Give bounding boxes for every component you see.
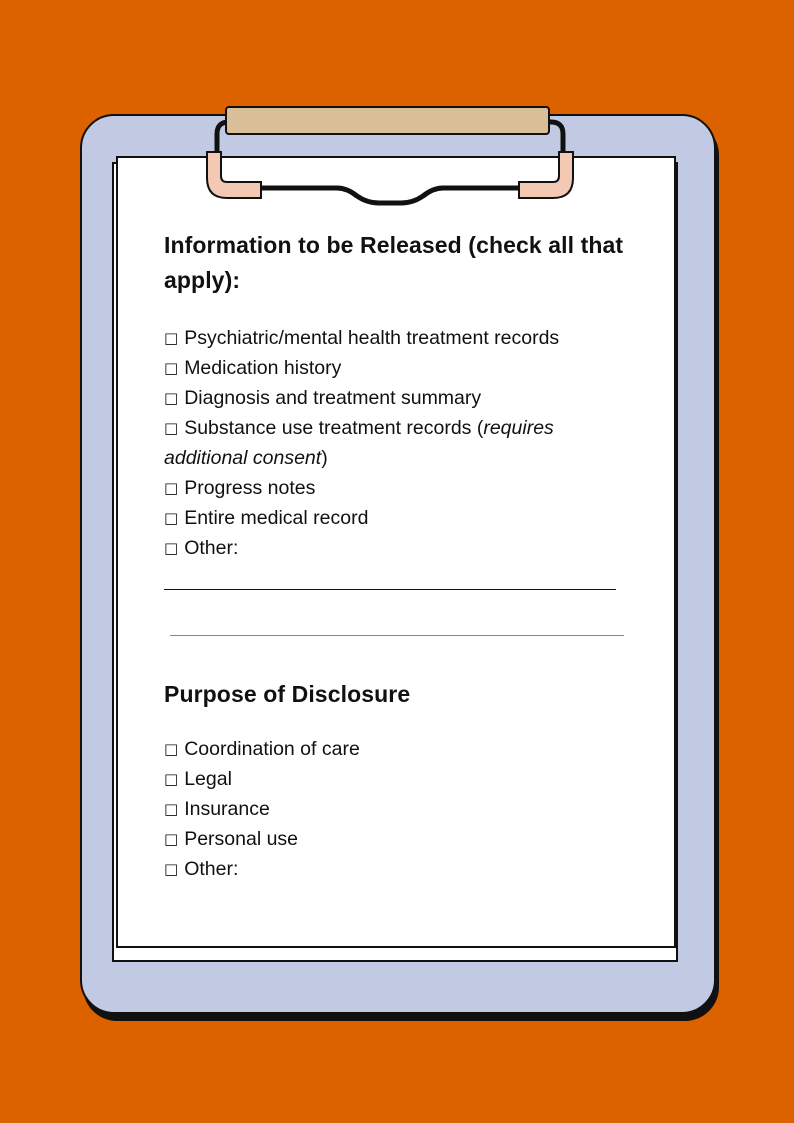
checkbox-icon[interactable]: □ [164,830,179,848]
section-information-released [164,228,634,559]
checkbox-icon[interactable]: □ [164,539,179,557]
checklist-item-personal-use[interactable]: □ Personal use [164,824,634,854]
checkbox-icon[interactable]: □ [164,419,179,437]
checklist-item-medication[interactable]: □ Medication history [164,353,634,383]
purpose-checklist [164,734,634,884]
checklist-item-substance-use-cont: additional consent) [164,447,328,469]
checklist-item-progress-notes[interactable]: □ Progress notes [164,473,634,503]
checklist-item-substance-use[interactable]: □ Substance use treatment records (requires [164,413,634,443]
clipboard-clip-icon [195,100,585,212]
section-title-purpose: Purpose of Disclosure [164,681,411,707]
checklist-item-entire-record[interactable]: □ Entire medical record [164,503,634,533]
information-checklist [164,323,634,563]
checkbox-icon[interactable]: □ [164,479,179,497]
checkbox-icon[interactable]: □ [164,359,179,377]
section-title-information: Information to be Released (check all that apply): [164,232,624,293]
checkbox-icon[interactable]: □ [164,770,179,788]
other-write-in-line[interactable] [164,589,616,590]
checkbox-icon[interactable]: □ [164,800,179,818]
checkbox-icon[interactable]: □ [164,740,179,758]
checklist-item-legal[interactable]: □ Legal [164,764,634,794]
checkbox-icon[interactable]: □ [164,509,179,527]
checklist-item-insurance[interactable]: □ Insurance [164,794,634,824]
checklist-item-diagnosis[interactable]: □ Diagnosis and treatment summary [164,383,634,413]
checkbox-icon[interactable]: □ [164,389,179,407]
checklist-item-psychiatric[interactable]: □ Psychiatric/mental health treatment records [164,323,634,353]
checklist-item-coordination[interactable]: □ Coordination of care [164,734,634,764]
checklist-item-other[interactable]: □ Other: [164,533,634,563]
checkbox-icon[interactable]: □ [164,329,179,347]
checklist-item-purpose-other[interactable]: □ Other: [164,854,634,884]
section-purpose-disclosure [164,677,410,712]
section-divider [170,635,624,636]
checkbox-icon[interactable]: □ [164,860,179,878]
